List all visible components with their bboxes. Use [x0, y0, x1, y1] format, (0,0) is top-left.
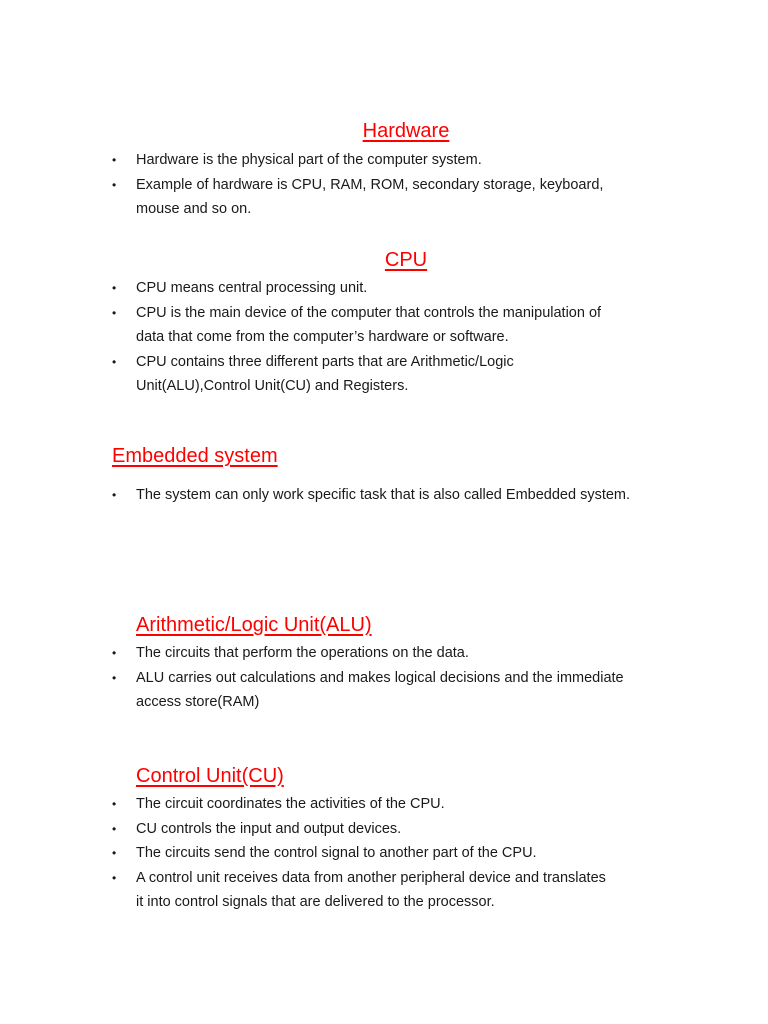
heading-hardware: Hardware	[362, 120, 450, 142]
list-item-text: The circuits send the control signal to another part of the CPU.	[136, 845, 537, 861]
list-item-text: The circuit coordinates the activities of the CPU.	[136, 796, 445, 812]
bullet-icon: •	[112, 488, 117, 502]
list-item-text: CPU means central processing unit.	[136, 280, 368, 296]
list-cpu	[112, 276, 672, 399]
bullet-icon: •	[112, 354, 117, 369]
list-item	[112, 350, 672, 399]
list-item-text: The circuits that perform the operations on the data.	[136, 645, 469, 661]
list-item	[112, 148, 672, 173]
bullet-icon: •	[112, 870, 117, 885]
bullet-icon: •	[112, 305, 117, 320]
heading-cpu: CPU	[384, 249, 428, 271]
bullet-icon: •	[112, 177, 117, 192]
list-item-text: Hardware is the physical part of the computer system.	[136, 152, 482, 168]
list-alu	[112, 641, 672, 715]
list-item-text: ALU carries out calculations and makes logical decisions and the immediate	[136, 669, 624, 686]
bullet-icon: •	[112, 646, 117, 660]
list-item-text: CPU contains three different parts that are Arithmetic/Logic	[136, 353, 514, 370]
list-embedded-system	[112, 483, 672, 508]
bullet-icon: •	[112, 821, 117, 836]
list-item	[112, 666, 672, 715]
list-item-text: A control unit receives data from another peripheral device and translates	[136, 869, 606, 886]
list-item	[112, 866, 672, 915]
list-item-text: CU controls the input and output devices.	[136, 820, 402, 837]
bullet-icon: •	[112, 797, 117, 811]
list-hardware	[112, 148, 672, 222]
list-item-text-continued: data that come from the computer’s hardware or software.	[136, 329, 509, 345]
heading-alu: Arithmetic/Logic Unit(ALU)	[136, 614, 372, 636]
bullet-icon: •	[112, 153, 117, 167]
list-item	[112, 301, 672, 350]
heading-control-unit: Control Unit(CU)	[136, 765, 284, 787]
bullet-icon: •	[112, 846, 117, 860]
list-item-text-continued: Unit(ALU),Control Unit(CU) and Registers.	[136, 378, 409, 394]
heading-embedded-system: Embedded system	[112, 445, 278, 467]
list-item	[112, 276, 672, 301]
list-control-unit	[112, 792, 672, 915]
list-item	[112, 817, 672, 842]
list-item-text: CPU is the main device of the computer that controls the manipulation of	[136, 304, 602, 321]
list-item	[112, 841, 672, 866]
list-item-text: Example of hardware is CPU, RAM, ROM, secondary storage, keyboard,	[136, 176, 604, 193]
bullet-icon: •	[112, 281, 117, 295]
list-item-text-continued: mouse and so on.	[136, 201, 252, 217]
list-item-text-continued: access store(RAM)	[136, 694, 260, 710]
list-item	[112, 792, 672, 817]
list-item	[112, 173, 672, 222]
list-item	[112, 641, 672, 666]
bullet-icon: •	[112, 670, 117, 685]
list-item	[112, 483, 672, 508]
list-item-text-continued: it into control signals that are delivered to the processor.	[136, 894, 495, 910]
list-item-text: The system can only work specific task that is also called Embedded system.	[136, 487, 631, 503]
